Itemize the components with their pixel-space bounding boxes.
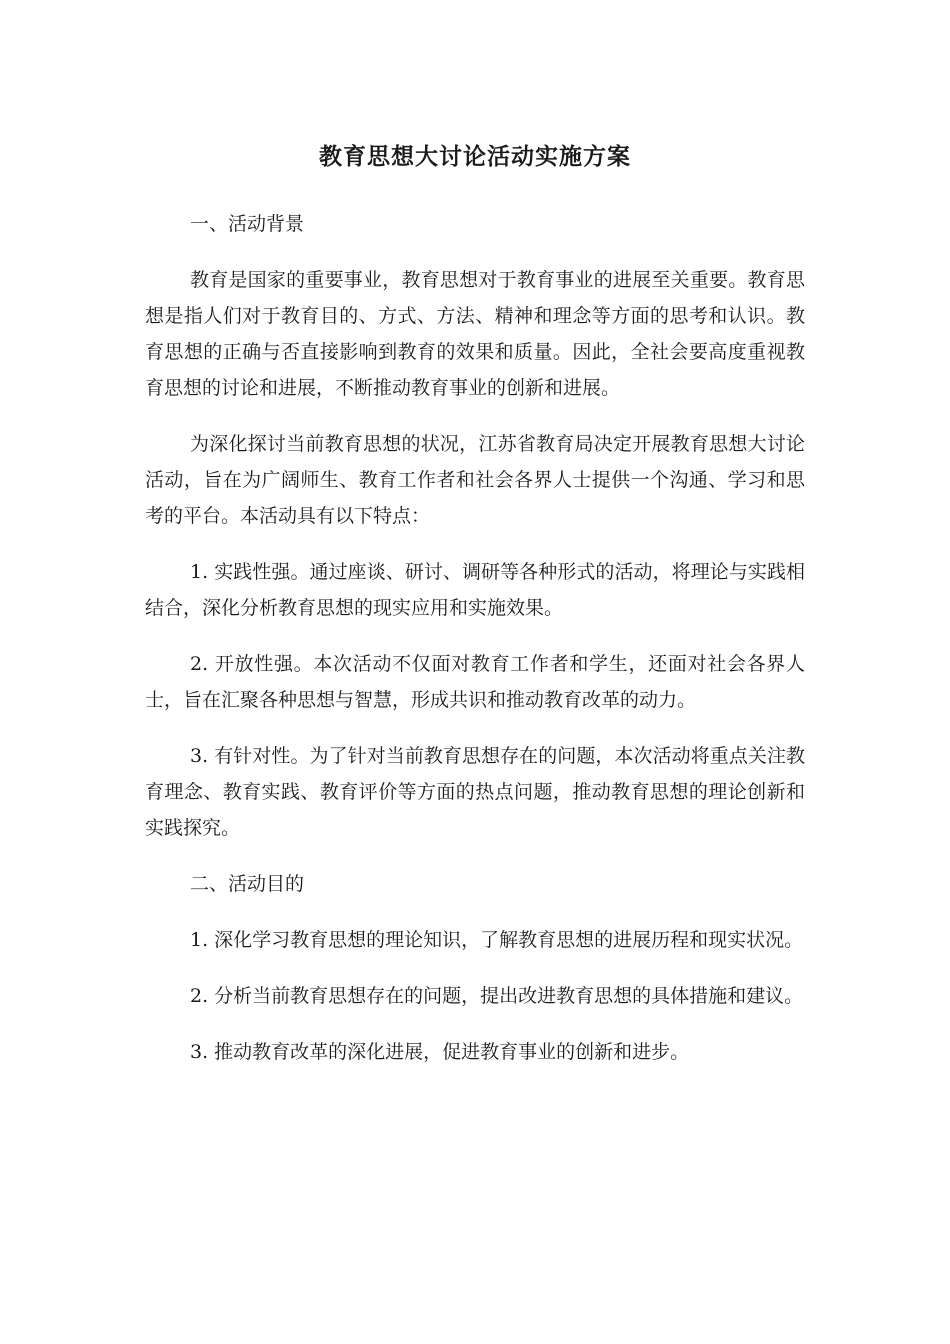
list-item: 3. 推动教育改革的深化进展，促进教育事业的创新和进步。 xyxy=(190,1041,690,1063)
section-heading-background: 一、活动背景 xyxy=(190,213,305,235)
list-item: 3. 有针对性。为了针对当前教育思想存在的问题，本次活动将重点关注教育理念、教育实践、教育评价等方面的热点问题，推动教育思想的理论创新和实践探究。 xyxy=(145,745,805,839)
section-heading-purpose: 二、活动目的 xyxy=(190,873,305,895)
list-item: 2. 分析当前教育思想存在的问题，提出改进教育思想的具体措施和建议。 xyxy=(190,985,804,1007)
document-title: 教育思想大讨论活动实施方案 xyxy=(319,144,631,170)
paragraph: 为深化探讨当前教育思想的状况，江苏省教育局决定开展教育思想大讨论活动，旨在为广阔师生、教育工作者和社会各界人士提供一个沟通、学习和思考的平台。本活动具有以下特点： xyxy=(145,433,805,527)
list-item: 1. 深化学习教育思想的理论知识，了解教育思想的进展历程和现实状况。 xyxy=(190,929,804,951)
paragraph: 教育是国家的重要事业，教育思想对于教育事业的进展至关重要。教育思想是指人们对于教育目的、方式、方法、精神和理念等方面的思考和认识。教育思想的正确与否直接影响到教育的效果和质量。因此，全社会要高度重视教育思想的讨论和进展，不断推动教育事业的创新和进展。 xyxy=(145,269,805,399)
list-item: 1. 实践性强。通过座谈、研讨、调研等各种形式的活动，将理论与实践相结合，深化分析教育思想的现实应用和实施效果。 xyxy=(145,561,805,619)
document-body xyxy=(145,206,805,1090)
list-item: 2. 开放性强。本次活动不仅面对教育工作者和学生，还面对社会各界人士，旨在汇聚各种思想与智慧，形成共识和推动教育改革的动力。 xyxy=(145,653,805,711)
